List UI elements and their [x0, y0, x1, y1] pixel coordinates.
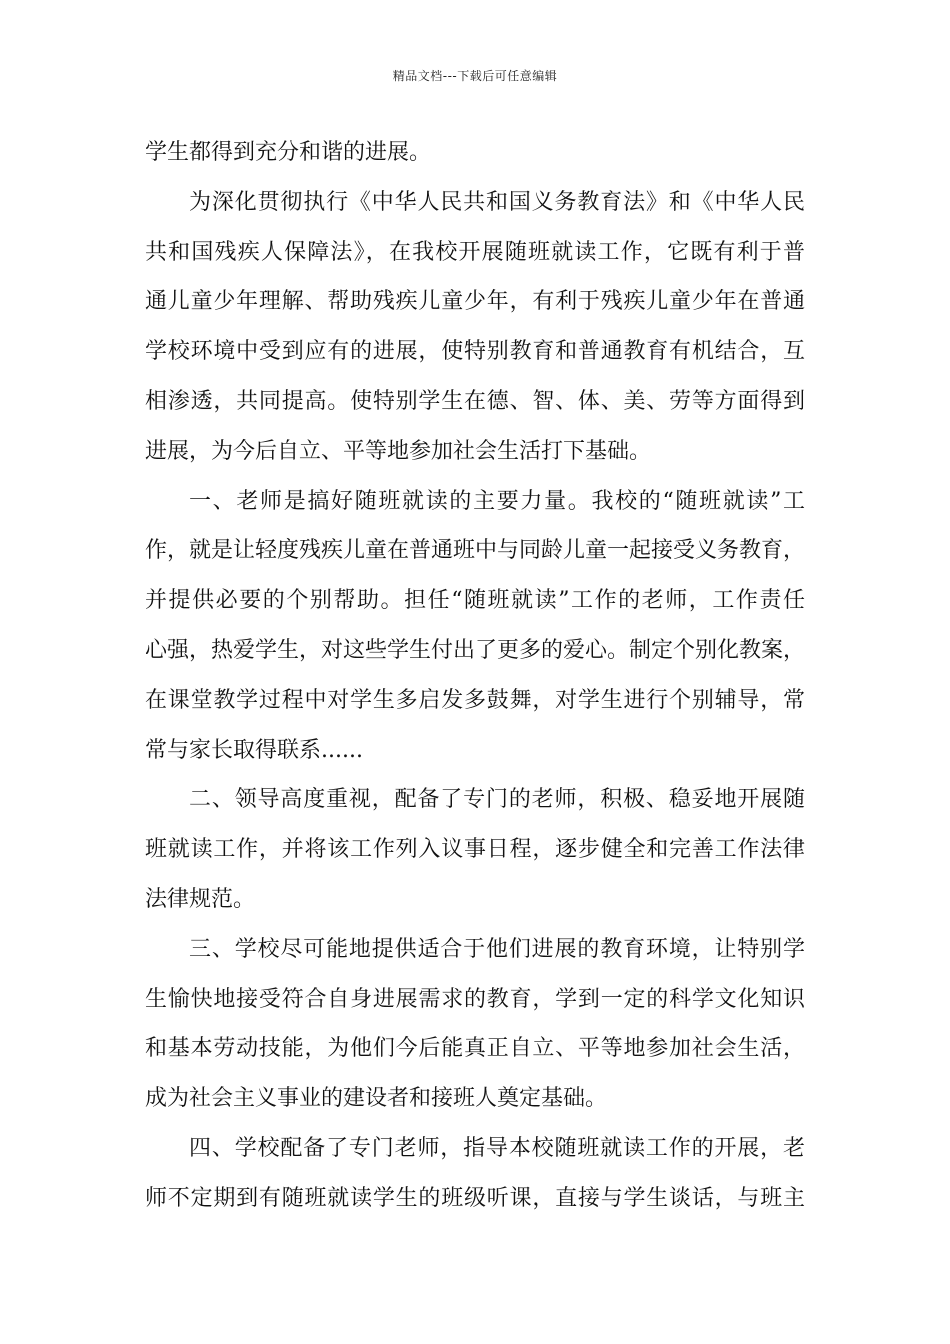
text-line: 学校环境中受到应有的进展，使特别教育和普通教育有机结合，互	[145, 339, 805, 365]
text-line: 通儿童少年理解、帮助残疾儿童少年，有利于残疾儿童少年在普通	[145, 289, 805, 315]
text-line: 三、学校尽可能地提供适合于他们进展的教育环境，让特别学	[189, 936, 805, 962]
text-line: 班就读工作，并将该工作列入议事日程，逐步健全和完善工作法律	[145, 837, 805, 863]
text-line: 心强，热爱学生，对这些学生付出了更多的爱心。制定个别化教案，	[145, 637, 806, 663]
text-line: 作，就是让轻度残疾儿童在普通班中与同龄儿童一起接受义务教育，	[145, 538, 806, 564]
text-line: 一、老师是搞好随班就读的主要力量。我校的“随班就读”工	[189, 488, 805, 514]
text-line: 二、领导高度重视，配备了专门的老师，积极、稳妥地开展随	[189, 787, 805, 813]
text-line: 和基本劳动技能，为他们今后能真正自立、平等地参加社会生活，	[145, 1036, 805, 1062]
text-line: 法律规范。	[145, 886, 256, 912]
text-line: 生愉快地接受符合自身进展需求的教育，学到一定的科学文化知识	[145, 986, 805, 1012]
text-line: 共和国残疾人保障法》，在我校开展随班就读工作，它既有利于普	[145, 239, 805, 265]
text-line: 成为社会主义事业的建设者和接班人奠定基础。	[145, 1086, 608, 1112]
page-header: 精品文档---下载后可任意编辑	[392, 69, 558, 83]
text-line: 四、学校配备了专门老师，指导本校随班就读工作的开展，老	[189, 1135, 805, 1161]
text-line: 在课堂教学过程中对学生多启发多鼓舞，对学生进行个别辅导，常	[145, 687, 805, 713]
text-line: 相渗透，共同提高。使特别学生在德、智、体、美、劳等方面得到	[145, 388, 805, 414]
document-body	[145, 128, 805, 1224]
text-line: 进展，为今后自立、平等地参加社会生活打下基础。	[145, 438, 652, 464]
text-line: 师不定期到有随班就读学生的班级听课，直接与学生谈话，与班主	[145, 1185, 805, 1211]
text-line: 常与家长取得联系......	[145, 737, 363, 763]
text-line: 为深化贯彻执行《中华人民共和国义务教育法》和《中华人民	[189, 189, 805, 215]
text-line: 学生都得到充分和谐的进展。	[145, 140, 432, 165]
text-line: 并提供必要的个别帮助。担任“随班就读”工作的老师，工作责任	[145, 588, 805, 614]
